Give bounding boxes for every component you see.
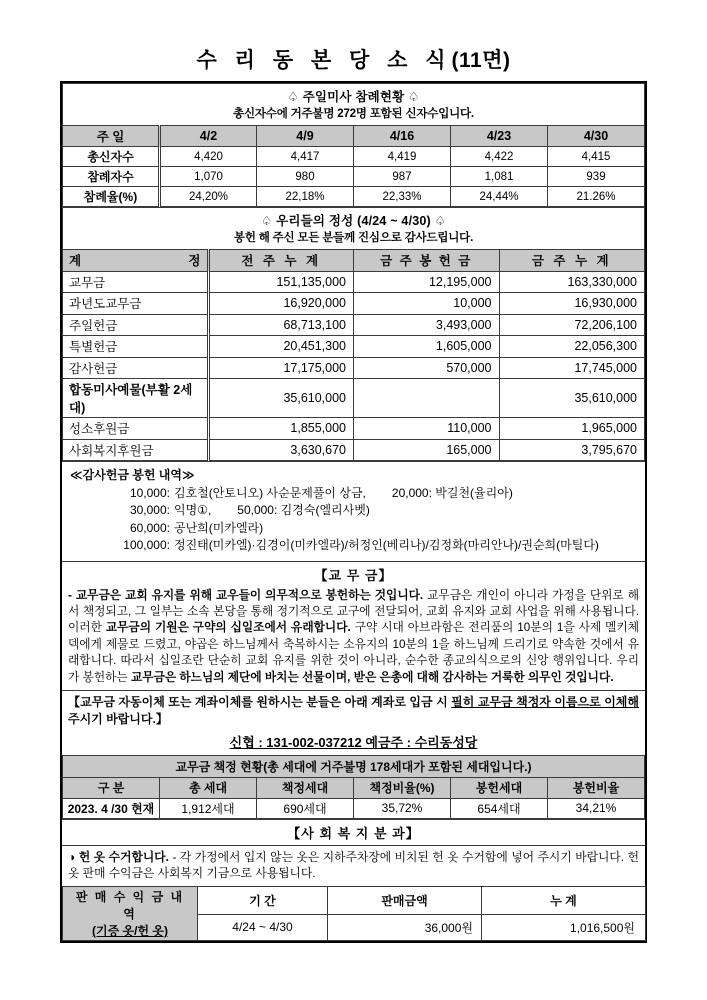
dues-col-total-households: 총 세대 [160, 777, 257, 798]
attendance-header-row [63, 126, 645, 147]
welfare-sales-label [63, 886, 198, 940]
dues-section [62, 561, 645, 690]
table-row [63, 147, 645, 167]
table-row [63, 187, 645, 207]
dues-cell-total-households: 1,912세대 [160, 798, 257, 818]
attendance-cell: 24,20% [160, 187, 257, 207]
table-row [63, 379, 645, 418]
dues-col-assessed-rate: 책정비율(%) [354, 777, 451, 798]
page-title [0, 0, 707, 81]
attendance-row-label: 참례자수 [63, 167, 160, 187]
dues-cell-offered: 654세대 [451, 798, 548, 818]
attendance-cell: 987 [354, 167, 451, 187]
offerings-col-prev: 전 주 누 계 [208, 250, 354, 272]
thanks-amount: 100,000: [123, 538, 170, 552]
welfare-sales-table [62, 886, 646, 941]
thanks-detail-line [70, 485, 639, 503]
thanks-donors: 김호철(안토니오) 사순문제풀이 상금, [174, 485, 366, 500]
table-row [63, 357, 645, 379]
table-row [63, 314, 645, 336]
attendance-cell: 1,081 [451, 167, 548, 187]
thanks-amount: 20,000: [391, 485, 432, 500]
dues-notice [62, 690, 645, 730]
offering-week: 3,493,000 [354, 314, 500, 336]
table-row [63, 336, 645, 358]
attendance-banner-row [63, 84, 645, 126]
offering-total: 22,056,300 [499, 336, 645, 358]
offering-name: 합동미사예물(부활 2세대) [63, 379, 209, 418]
offering-prev: 151,135,000 [208, 271, 354, 293]
dues-para-bold-5: 교무금은 하느님의 제단에 바치는 선물이며, 받은 은총에 대해 감사하는 거룩한 의무인 것입니다. [130, 670, 614, 684]
offering-name: 감사헌금 [63, 357, 209, 379]
thanks-amount: 10,000: [129, 485, 170, 500]
welfare-sales-header-row [63, 886, 646, 914]
offerings-banner-line1: ♤ 우리들의 정성 (4/24 ~ 4/30) ♤ [261, 214, 446, 228]
table-row [63, 418, 645, 440]
welfare-sales-label-line2 [67, 922, 193, 939]
attendance-banner-line1: ♤ 주일미사 참례현황 ♤ [287, 90, 420, 104]
attendance-col-0402: 4/2 [160, 126, 257, 147]
offering-week: 570,000 [354, 357, 500, 379]
offering-name: 성소후원금 [63, 418, 209, 440]
offering-prev: 16,920,000 [208, 293, 354, 315]
thanks-detail-block [62, 461, 645, 561]
attendance-cell: 4,419 [354, 147, 451, 167]
thanks-donors: 김경숙(엘리사벳) [280, 503, 370, 517]
welfare-sales-label-line1: 판 매 수 익 금 내 역 [75, 889, 185, 921]
dues-col-offered: 봉헌세대 [451, 777, 548, 798]
dues-status-header-row [63, 777, 645, 798]
welfare-bullet-bold: 헌 옷 수거합니다. [78, 849, 169, 864]
attendance-banner-line2: 총신자수에 거주불명 272명 포함된 신자수입니다. [233, 108, 474, 120]
offerings-table [62, 207, 645, 461]
offering-total: 1,965,000 [499, 418, 645, 440]
attendance-col-0430: 4/30 [548, 126, 645, 147]
offering-name: 사회복지후원금 [63, 439, 209, 461]
thanks-detail-line [70, 520, 639, 538]
dues-status-table [62, 755, 645, 819]
offering-week: 10,000 [354, 293, 500, 315]
page-title-main: 수 리 동 본 당 소 식 [196, 49, 452, 72]
dues-para-text-4: 구약 시대 아브라함은 전리품의 10분의 1을 사제 멜키체덱에게 제물로 드렸고, 야곱은 하느님께서 축복하시는 소유지의 10분의 1을 하느님께 드리기로 약속한 것에서 유래합니다. 따라서 십일조란 단순히 교회 유지를 위한 것이 아니라, 순수한 종교의식으로의 신앙 행위입니다. 우리가 봉헌하는 [68, 621, 639, 684]
dues-status-banner-row [63, 755, 645, 777]
attendance-cell: 980 [257, 167, 354, 187]
attendance-row-label: 참례율(%) [63, 187, 160, 207]
table-row [63, 798, 645, 818]
welfare-heading: 【사 회 복 지 분 과】 [62, 819, 645, 845]
attendance-col-0423: 4/23 [451, 126, 548, 147]
welfare-bullet-text: - 각 가정에서 입지 않는 옷은 지하주차장에 비치된 헌 옷 수거함에 넣어 주시기 바랍니다. 헌 옷 판매 수익금은 사회복지 기금으로 사용됩니다. [68, 849, 639, 881]
attendance-cell: 22,33% [354, 187, 451, 207]
dues-para-bold-3: 교무금의 기원은 구약의 십일조에서 유래합니다. [105, 621, 351, 635]
welfare-paragraph [62, 845, 645, 886]
dues-notice-underline: 필히 교무금 책정자 이름으로 이체해 [451, 694, 639, 709]
offering-week: 165,000 [354, 439, 500, 461]
page-title-pageno: (11면) [451, 49, 511, 72]
thanks-detail-line [70, 537, 639, 555]
thanks-donors: 박길천(율리아) [435, 485, 513, 500]
table-row [63, 293, 645, 315]
welfare-col-period: 기 간 [198, 886, 328, 914]
dues-notice-part2: 주시기 바랍니다.】 [68, 711, 168, 726]
offerings-banner-line2: 봉헌 해 주신 모든 분들께 진심으로 감사드립니다. [233, 232, 474, 244]
welfare-cell-cumulative: 1,016,500원 [482, 914, 646, 940]
attendance-cell: 939 [548, 167, 645, 187]
offering-total: 72,206,100 [499, 314, 645, 336]
attendance-cell: 1,070 [160, 167, 257, 187]
offerings-col-account-left: 계 [69, 254, 82, 269]
bulletin-sheet [60, 81, 647, 943]
offerings-col-account-right: 정 [188, 254, 201, 269]
thanks-donors: 정진태(미카엘)·김경이(미카엘라)/허정인(베리나)/김정화(마리안나)/권순희(마틸다) [174, 538, 599, 552]
attendance-cell: 4,417 [257, 147, 354, 167]
offering-total: 3,795,670 [499, 439, 645, 461]
dues-para-bold-1: - 교무금은 교회 유지를 위해 교우들이 의무적으로 봉헌하는 것입니다. [68, 588, 424, 602]
offering-week: 12,195,000 [354, 271, 500, 293]
offering-week: 1,605,000 [354, 336, 500, 358]
table-row [63, 439, 645, 461]
attendance-cell: 22,18% [257, 187, 354, 207]
attendance-cell: 24,44% [451, 187, 548, 207]
offering-total: 163,330,000 [499, 271, 645, 293]
attendance-cell: 4,415 [548, 147, 645, 167]
dues-col-assessed: 책정세대 [257, 777, 354, 798]
thanks-detail-line [70, 502, 639, 520]
dues-paragraph [62, 587, 645, 690]
welfare-sales-label-line2-text: (기증 옷/헌 옷) [92, 923, 168, 938]
offering-name: 특별헌금 [63, 336, 209, 358]
thanks-amount: 50,000: [237, 503, 278, 517]
offering-name: 과년도교무금 [63, 293, 209, 315]
offerings-banner [63, 208, 645, 250]
dues-bank-account: 신협 : 131-002-037212 예금주 : 수리동성당 [229, 734, 478, 750]
offerings-col-total: 금 주 누 계 [499, 250, 645, 272]
attendance-col-0409: 4/9 [257, 126, 354, 147]
thanks-donors: 공난희(미카엘라) [174, 520, 264, 535]
offering-name: 주일헌금 [63, 314, 209, 336]
welfare-cell-amount: 36,000원 [328, 914, 482, 940]
attendance-col-week: 주 일 [63, 126, 160, 147]
attendance-col-0416: 4/16 [354, 126, 451, 147]
dues-col-offered-rate: 봉헌비율 [548, 777, 645, 798]
thanks-amount: 30,000: [129, 503, 170, 517]
dues-cell-assessed-rate: 35,72% [354, 798, 451, 818]
attendance-row-label: 총신자수 [63, 147, 160, 167]
offerings-col-week: 금 주 봉 헌 금 [354, 250, 500, 272]
table-row [63, 167, 645, 187]
offerings-header-row [63, 250, 645, 272]
dues-cell-period: 2023. 4 /30 현재 [63, 798, 160, 818]
offering-prev: 20,451,300 [208, 336, 354, 358]
welfare-cell-period: 4/24 ~ 4/30 [198, 914, 328, 940]
half-circle-icon: ◑ [68, 849, 76, 864]
thanks-donors: 익명①, [174, 503, 212, 517]
offering-prev: 35,610,000 [208, 379, 354, 418]
offering-prev: 3,630,670 [208, 439, 354, 461]
thanks-detail-heading: ≪감사헌금 봉헌 내역≫ [70, 468, 195, 482]
table-row [63, 271, 645, 293]
dues-cell-assessed: 690세대 [257, 798, 354, 818]
attendance-cell: 4,422 [451, 147, 548, 167]
dues-col-period: 구 분 [63, 777, 160, 798]
dues-heading: 【교 무 금】 [314, 567, 393, 583]
offering-total: 17,745,000 [499, 357, 645, 379]
offerings-col-account [63, 250, 209, 272]
welfare-col-amount: 판매금액 [328, 886, 482, 914]
offering-total: 35,610,000 [499, 379, 645, 418]
offering-total: 16,930,000 [499, 293, 645, 315]
offering-prev: 17,175,000 [208, 357, 354, 379]
offering-week: 110,000 [354, 418, 500, 440]
dues-para-text-2: 교무금은 개인이 아니라 가정을 단위로 해서 책정되고, 그 일부는 소속 본당을 통해 정기적으로 교구에 전달되어, 교회 유지와 교회 사업을 위해 사용됩니다. 이러한 [68, 588, 639, 635]
welfare-col-cumulative: 누 계 [482, 886, 646, 914]
attendance-table [62, 83, 645, 207]
dues-notice-part1: 【교무금 자동이체 또는 계좌이체를 원하시는 분들은 아래 계좌로 입금 시 [68, 694, 452, 709]
offering-name: 교무금 [63, 271, 209, 293]
dues-cell-offered-rate: 34,21% [548, 798, 645, 818]
offering-prev: 1,855,000 [208, 418, 354, 440]
attendance-cell: 4,420 [160, 147, 257, 167]
attendance-cell: 21.26% [548, 187, 645, 207]
offering-week [354, 379, 500, 418]
offering-prev: 68,713,100 [208, 314, 354, 336]
dues-status-banner: 교무금 책정 현황(총 세대에 거주불명 178세대가 포함된 세대입니다.) [63, 755, 645, 777]
offerings-banner-row [63, 208, 645, 250]
attendance-banner [63, 84, 645, 126]
thanks-amount: 60,000: [129, 520, 170, 535]
